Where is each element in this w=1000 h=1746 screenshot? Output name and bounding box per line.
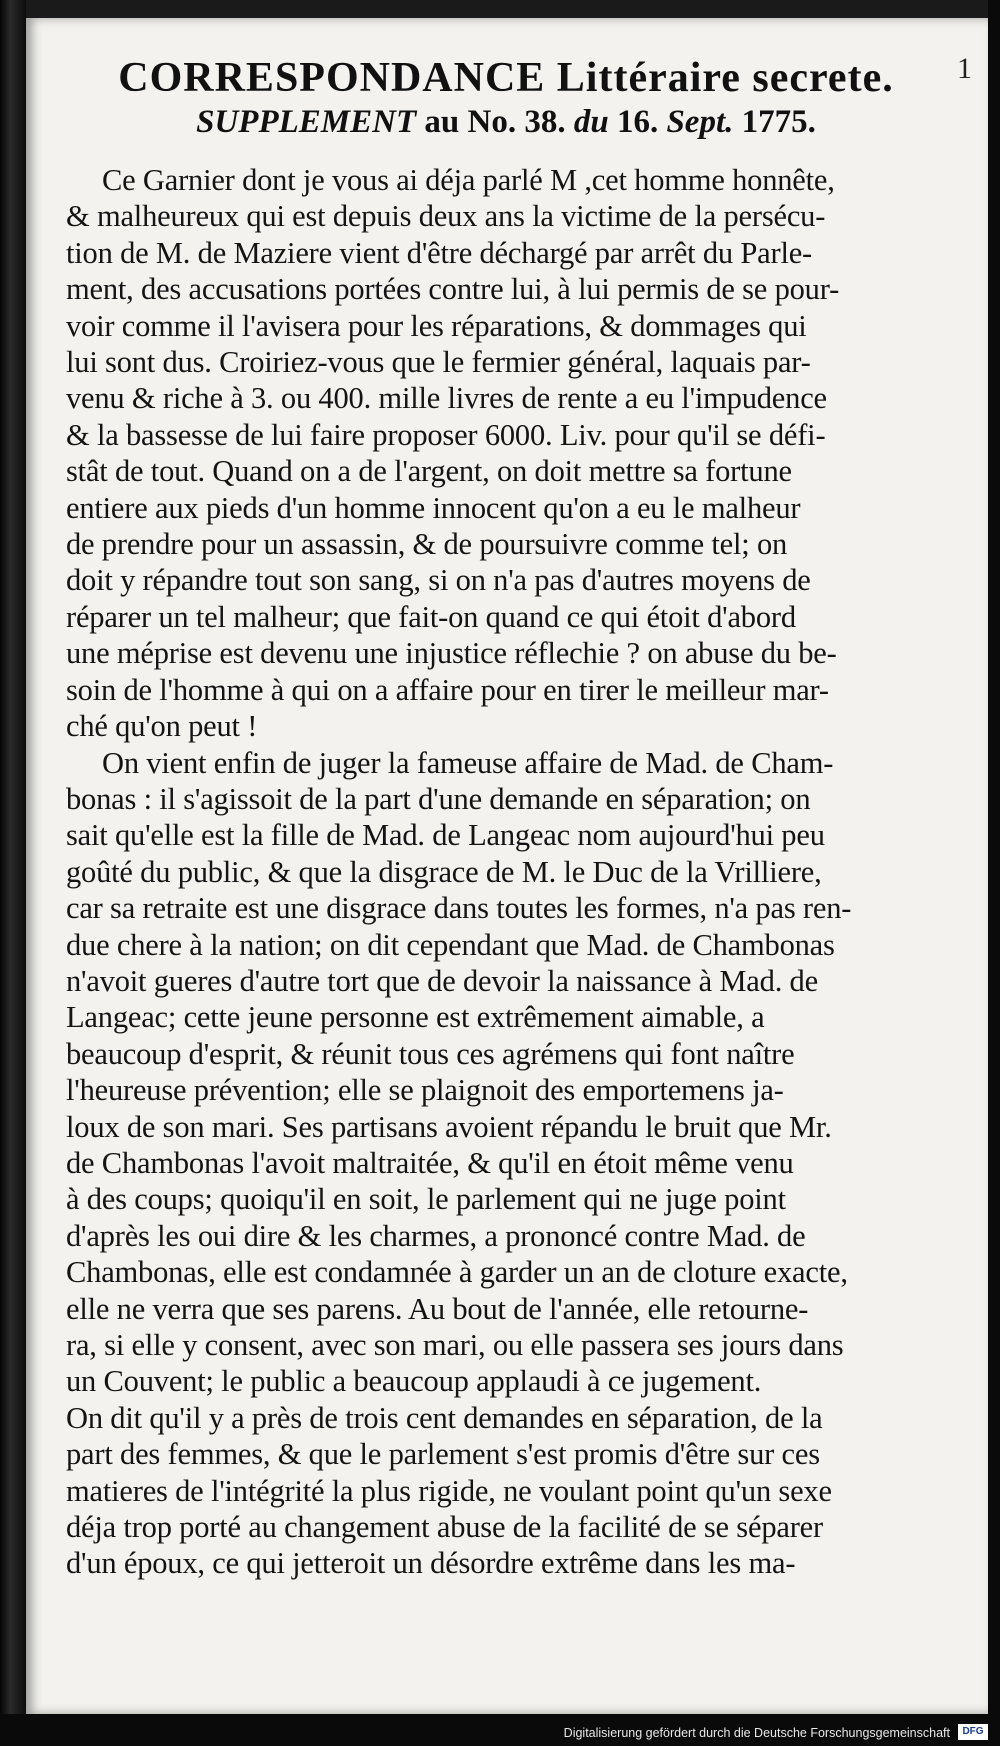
text-line: un Couvent; le public a beaucoup applaudi à ce jugement. <box>66 1364 762 1399</box>
text-line: loux de son mari. Ses partisans avoient répandu le bruit que Mr. <box>66 1109 832 1144</box>
text-line: elle ne verra que ses parens. Au bout de l'année, elle retourne- <box>66 1291 809 1326</box>
text-line: venu & riche à 3. ou 400. mille livres de rente a eu l'impudence <box>66 381 827 416</box>
footer-bar <box>0 1714 1000 1746</box>
text-line: due chere à la nation; on dit cependant que Mad. de Chambonas <box>66 927 835 962</box>
text-line: sait qu'elle est la fille de Mad. de Langeac nom aujourd'hui peu <box>66 818 825 853</box>
text-line: voir comme il l'avisera pour les réparations, & dommages qui <box>66 308 807 343</box>
page-title: CORRESPONDANCE Littéraire secrete. <box>118 55 894 101</box>
text-line: réparer un tel malheur; que fait-on quand ce qui étoit d'abord <box>66 599 796 634</box>
book-binding-right <box>988 0 1000 1746</box>
dfg-logo: DFG <box>958 1724 988 1740</box>
text-line: n'avoit gueres d'autre tort que de devoir la naissance à Mad. de <box>66 963 818 998</box>
text-line: matieres de l'intégrité la plus rigide, ne voulant point qu'un sexe <box>66 1473 832 1508</box>
text-line: Ce Garnier dont je vous ai déja parlé M ,cet homme honnête, <box>102 163 835 197</box>
text-line: soin de l'homme à qui on a affaire pour en tirer le meilleur mar- <box>66 672 829 707</box>
article-body <box>66 162 980 1582</box>
text-line: On vient enfin de juger la fameuse affaire de Mad. de Cham- <box>102 745 834 780</box>
text-line: doit y répandre tout son sang, si on n'a pas d'autres moyens de <box>66 563 811 598</box>
text-line: part des femmes, & que le parlement s'est promis d'être sur ces <box>66 1437 820 1472</box>
text-line: de Chambonas l'avoit maltraitée, & qu'il en étoit même venu <box>66 1145 794 1180</box>
book-binding-left <box>0 0 26 1746</box>
subtitle-part: au No. 38. <box>416 104 574 140</box>
text-line: & la bassesse de lui faire proposer 6000. Liv. pour qu'il se défi- <box>66 417 826 452</box>
text-line: ment, des accusations portées contre lui, à lui permis de se pour- <box>66 272 840 307</box>
text-line: ché qu'on peut ! <box>66 709 258 744</box>
text-line: l'heureuse prévention; elle se plaignoit des emportemens ja- <box>66 1073 784 1108</box>
text-line: Langeac; cette jeune personne est extrêmement aimable, a <box>66 1000 765 1035</box>
subtitle-part: SUPPLEMENT <box>196 104 417 140</box>
text-line: On dit qu'il y a près de trois cent demandes en séparation, de la <box>66 1400 823 1435</box>
book-page <box>26 18 988 1714</box>
text-line: lui sont dus. Croiriez-vous que le fermier général, laquais par- <box>66 345 811 380</box>
subtitle-part: 1775. <box>733 104 816 140</box>
text-line: goûté du public, & que la disgrace de M. le Duc de la Vrilliere, <box>66 854 822 889</box>
text-line: déja trop porté au changement abuse de la facilité de se séparer <box>66 1510 823 1545</box>
text-line: une méprise est devenu une injustice réflechie ? on abuse du be- <box>66 636 837 671</box>
subtitle-part: du <box>573 104 609 140</box>
text-line: d'après les oui dire & les charmes, a prononcé contre Mad. de <box>66 1218 806 1253</box>
page-number: 1 <box>957 52 972 85</box>
text-line: car sa retraite est une disgrace dans toutes les formes, n'a pas ren- <box>66 891 852 926</box>
text-line: de prendre pour un assassin, & de poursuivre comme tel; on <box>66 527 788 562</box>
subtitle-part: 16. <box>608 104 667 140</box>
text-line: à des coups; quoiqu'il en soit, le parlement qui ne juge point <box>66 1182 786 1217</box>
text-line: entiere aux pieds d'un homme innocent qu'on a eu le malheur <box>66 490 801 525</box>
subtitle-part: Sept. <box>666 104 734 140</box>
text-line: d'un époux, ce qui jetteroit un désordre extrême dans les ma- <box>66 1546 796 1581</box>
text-line: tion de M. de Maziere vient d'être déchargé par arrêt du Parle- <box>66 235 813 270</box>
page-subtitle <box>66 102 946 142</box>
digitization-credit: Digitalisierung gefördert durch die Deutsche Forschungsgemeinschaft <box>563 1726 950 1740</box>
text-line: ra, si elle y consent, avec son mari, ou elle passera ses jours dans <box>66 1328 844 1362</box>
text-line: Chambonas, elle est condamnée à garder un an de cloture exacte, <box>66 1255 848 1290</box>
text-line: stât de tout. Quand on a de l'argent, on doit mettre sa fortune <box>66 454 792 489</box>
text-line: & malheureux qui est depuis deux ans la victime de la persécu- <box>66 199 826 234</box>
text-line: beaucoup d'esprit, & réunit tous ces agrémens qui font naître <box>66 1036 795 1071</box>
text-line: bonas : il s'agissoit de la part d'une demande en séparation; on <box>66 781 811 816</box>
